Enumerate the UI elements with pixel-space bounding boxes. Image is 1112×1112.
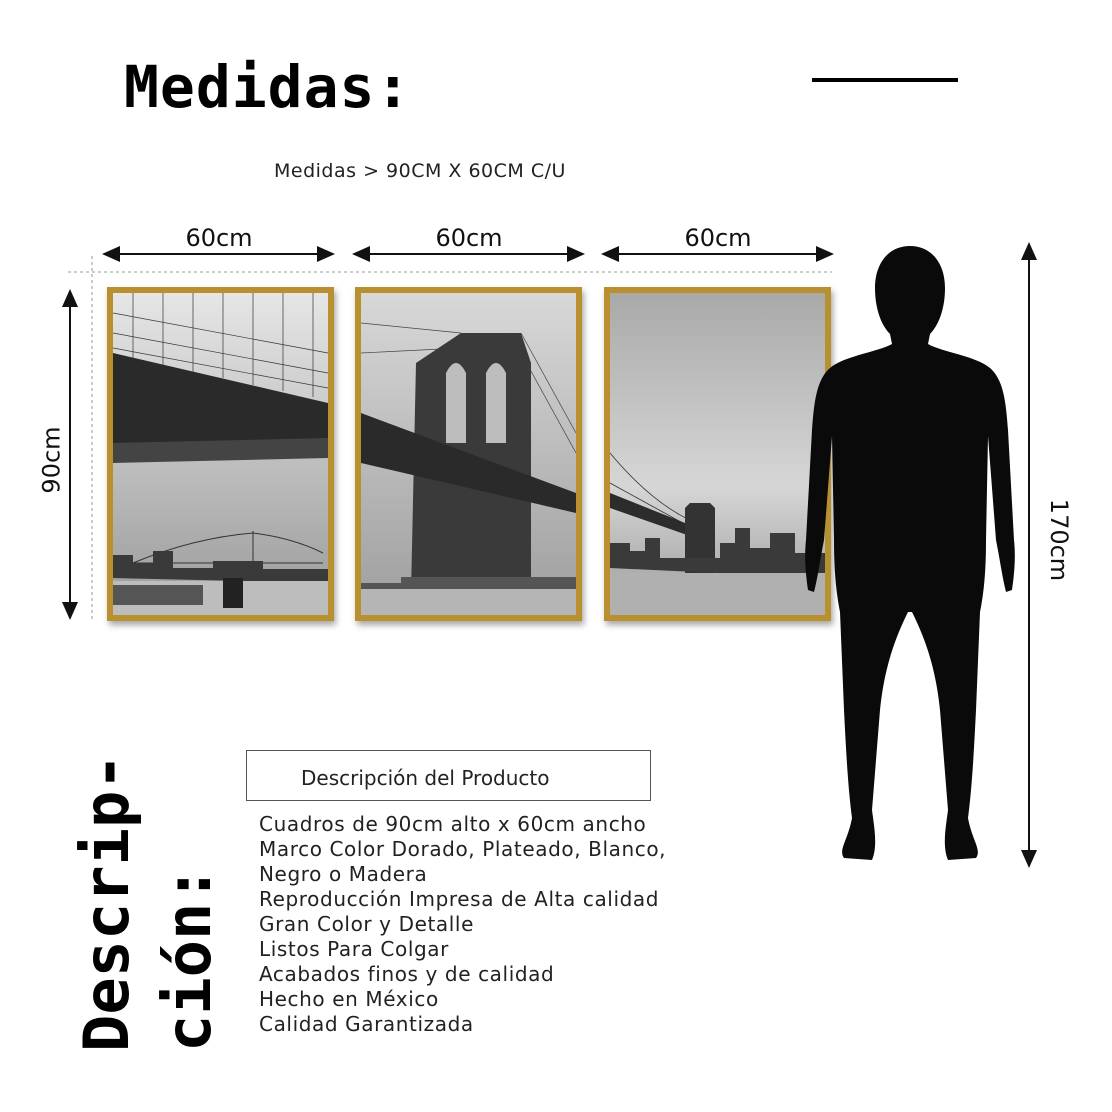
- description-title-box: [246, 750, 651, 801]
- description-list: [259, 812, 666, 1037]
- width-label-2: 60cm: [435, 224, 503, 252]
- frame-center-bridge-photo: [355, 287, 582, 621]
- description-title: Descripción del Producto: [301, 766, 550, 790]
- list-item: Acabados finos y de calidad: [259, 962, 555, 986]
- list-item: Marco Color Dorado, Plateado, Blanco,: [259, 837, 667, 861]
- list-item: Reproducción Impresa de Alta calidad: [259, 887, 660, 911]
- list-item: Listos Para Colgar: [259, 937, 449, 961]
- list-item: Negro o Madera: [259, 862, 428, 886]
- frame-left-bridge-photo: [107, 287, 334, 621]
- width-label-3: 60cm: [684, 224, 752, 252]
- list-item: Calidad Garantizada: [259, 1012, 474, 1036]
- list-item: Gran Color y Detalle: [259, 912, 474, 936]
- page-title: Medidas:: [124, 53, 412, 121]
- height-label: 90cm: [37, 426, 66, 494]
- frame-right-bridge-photo: [604, 287, 831, 621]
- width-label-1: 60cm: [185, 224, 253, 252]
- side-heading-line1: Descrip-: [70, 753, 143, 1052]
- side-heading-line2: ción:: [152, 865, 225, 1052]
- human-silhouette: [800, 240, 1020, 872]
- person-height-label: 170cm: [1045, 498, 1074, 582]
- subtitle: Medidas > 90CM X 60CM C/U: [274, 160, 566, 182]
- list-item: Hecho en México: [259, 987, 439, 1011]
- list-item: Cuadros de 90cm alto x 60cm ancho: [259, 812, 647, 836]
